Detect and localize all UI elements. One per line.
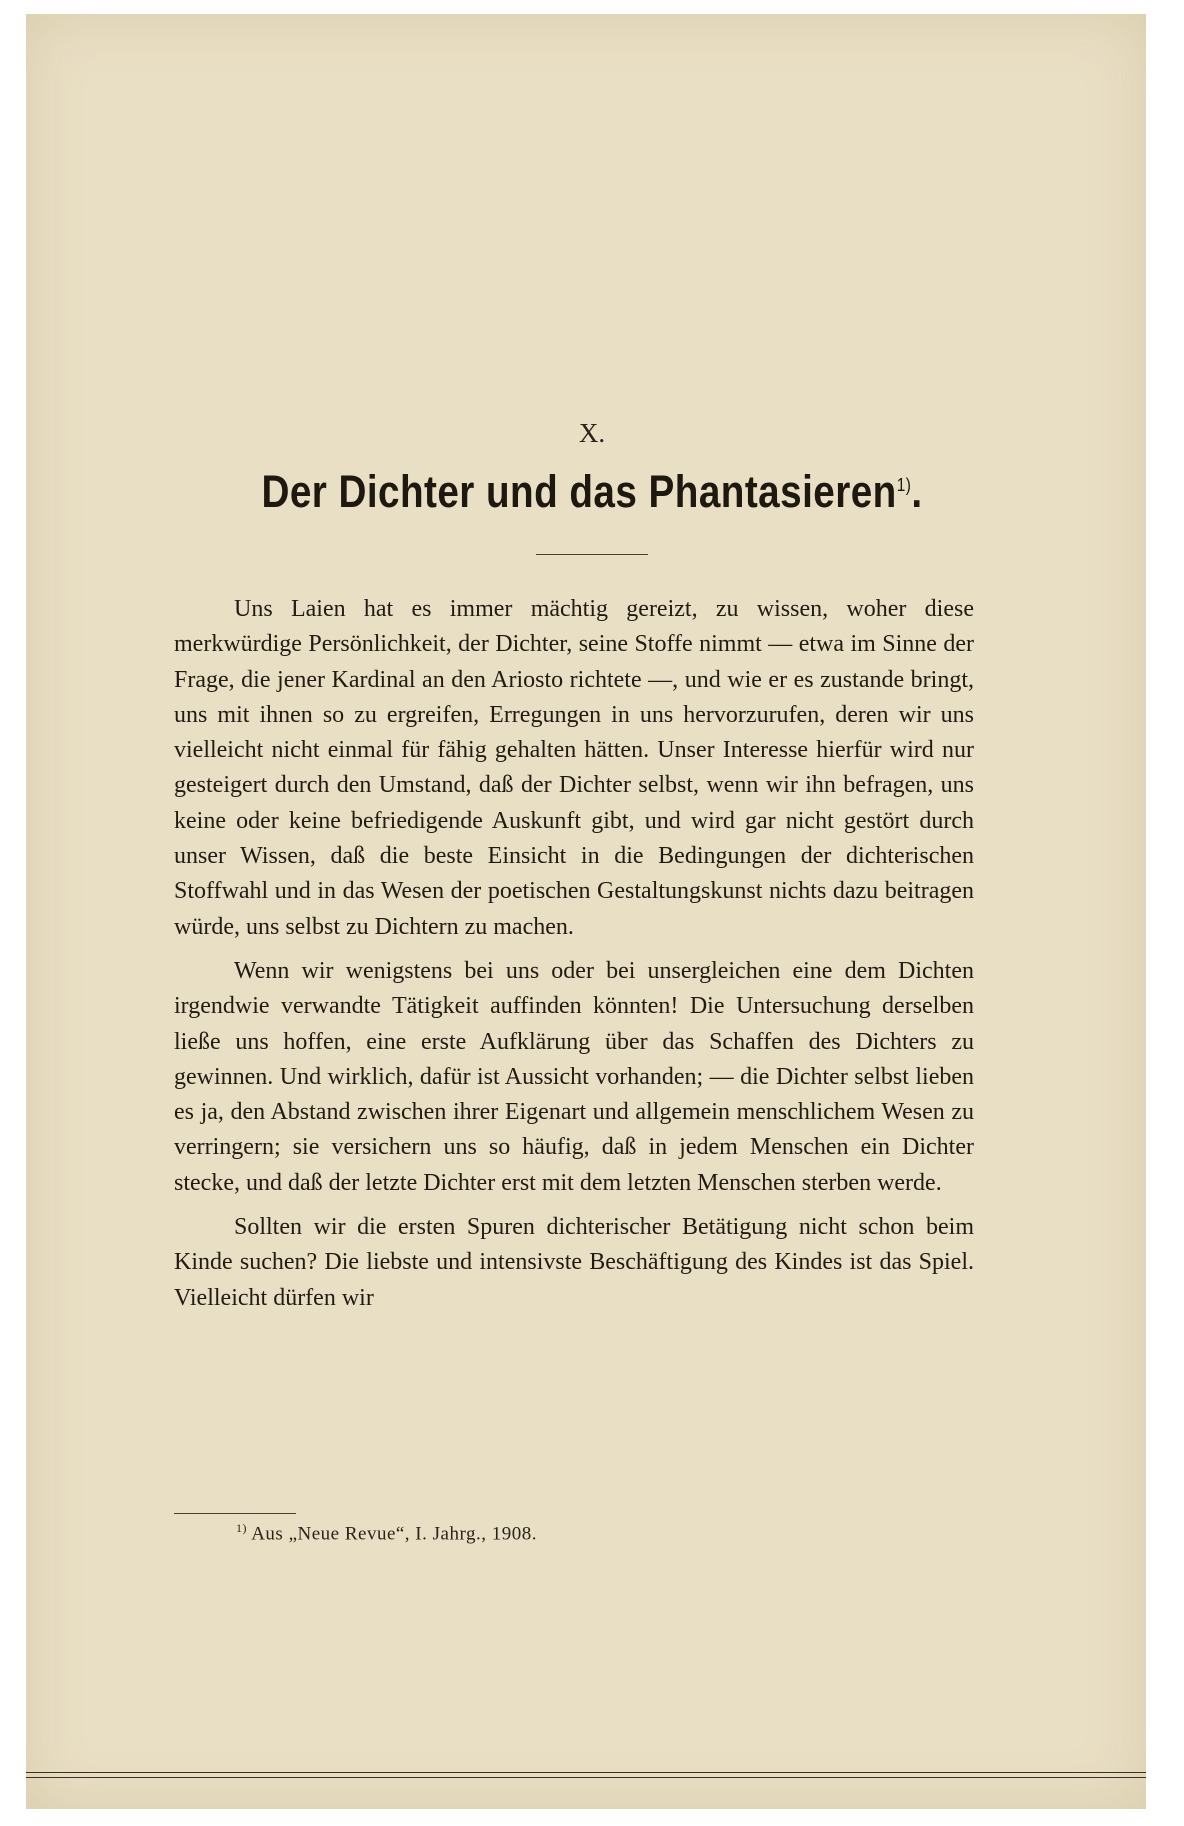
footnote-mark: 1): [236, 1521, 247, 1535]
footnote-divider: [174, 1513, 296, 1514]
chapter-title-line: [83, 466, 1101, 518]
footnote-text: Aus „Neue Revue“, I. Jahrg., 1908.: [251, 1523, 537, 1545]
paragraph: Wenn wir wenigstens bei uns oder bei unsergleichen eine dem Dichten irgendwie verwandte Tätigkeit auffinden könnten! Die Untersuchung derselben ließe uns hoffen, eine erste Aufklärung über das Schaffen des Dichters zu gewinnen. Und wirklich, dafür ist Aussicht vorhanden; — die Dichter selbst lieben es ja, den Abstand zwischen ihrer Eigenart und allgemein menschlichem Wesen zu verringern; sie versichern uns so häufig, daß in jedem Menschen ein Dichter stecke, und daß der letzte Dichter erst mit dem letzten Menschen sterben werde.: [174, 957, 974, 1196]
chapter-number: X.: [578, 418, 606, 448]
paragraph: Uns Laien hat es immer mächtig gereizt, zu wissen, woher diese merkwürdige Persönlichkeit, der Dichter, seine Stoffe nimmt — etwa im Sinne der Frage, die jener Kardinal an den Ariosto richtete —, und wie er es zustande bringt, uns mit ihnen so zu ergreifen, Erregungen in uns hervorzurufen, deren wir uns vielleicht nicht einmal für fähig gehalten hätten. Unser Interesse hierfür wird nur gesteigert durch den Umstand, daß der Dichter selbst, wenn wir ihn befragen, uns keine oder keine befriedigende Auskunft gibt, und wird gar nicht gestört durch unser Wissen, daß die beste Einsicht in die Bedingungen der dichterischen Stoffwahl und in das Wesen der poetischen Gestaltungskunst nichts dazu beitragen würde, uns selbst zu Dichtern zu machen.: [174, 596, 974, 940]
footnote: [236, 1521, 537, 1545]
title-divider: [536, 554, 648, 555]
body-text: [174, 592, 974, 1325]
title-period: .: [911, 466, 923, 517]
chapter-title: Der Dichter und das Phantasieren: [261, 466, 897, 517]
title-footnote-mark: 1): [896, 475, 912, 495]
bottom-rule: [26, 1772, 1146, 1773]
bottom-rule: [26, 1777, 1146, 1778]
paragraph: Sollten wir die ersten Spuren dichterischer Betätigung nicht schon beim Kinde suchen? Die liebste und intensivste Beschäftigung des Kindes ist das Spiel. Vielleicht dürfen wir: [174, 1214, 974, 1311]
